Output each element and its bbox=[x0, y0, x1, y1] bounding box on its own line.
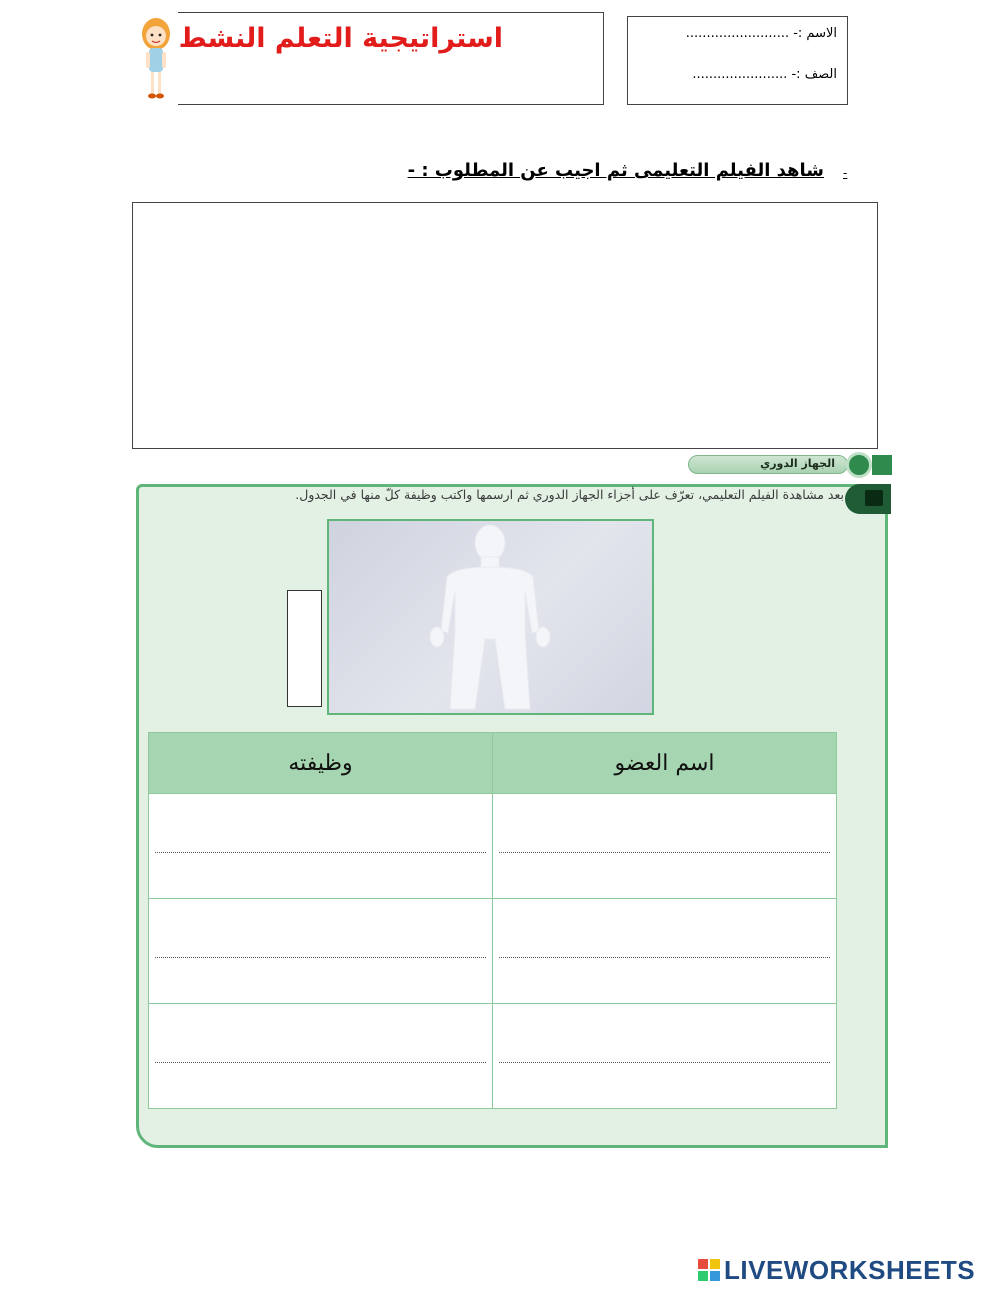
function-cell[interactable] bbox=[149, 794, 493, 899]
column-header-organ-name: اسم العضو bbox=[493, 733, 837, 794]
instruction-text: شاهد الفيلم التعليمى ثم اجيب عن المطلوب : - bbox=[407, 160, 824, 181]
organ-name-cell[interactable] bbox=[493, 899, 837, 1004]
column-header-function: وظيفته bbox=[149, 733, 493, 794]
student-class-field[interactable]: الصف :- ....................... bbox=[692, 67, 837, 82]
dotted-answer-line bbox=[499, 852, 830, 853]
lesson-tab-label: الجهاز الدوري bbox=[760, 457, 835, 470]
human-body-silhouette bbox=[329, 521, 652, 713]
organ-table bbox=[148, 732, 837, 1109]
dotted-answer-line bbox=[499, 957, 830, 958]
video-player-box[interactable] bbox=[132, 202, 878, 449]
activity-icon bbox=[845, 484, 891, 514]
logo-mark-icon bbox=[698, 1259, 720, 1281]
table-row bbox=[149, 1004, 837, 1109]
dotted-answer-line bbox=[155, 957, 486, 958]
lesson-tab bbox=[688, 455, 848, 474]
dotted-answer-line bbox=[499, 1062, 830, 1063]
girl-cartoon-icon bbox=[136, 12, 176, 102]
student-name-field[interactable]: الاسم :- ......................... bbox=[685, 26, 837, 41]
student-info-box bbox=[627, 16, 848, 105]
dotted-answer-line bbox=[155, 852, 486, 853]
table-header-row bbox=[149, 733, 837, 794]
organ-name-cell[interactable] bbox=[493, 1004, 837, 1109]
lesson-badge-tail bbox=[872, 455, 892, 475]
body-image-frame bbox=[327, 519, 654, 715]
activity-glyph-icon bbox=[865, 490, 883, 506]
lesson-badge-icon bbox=[846, 452, 872, 478]
worksheet-title: استراتيجية التعلم النشط bbox=[178, 23, 503, 54]
table-row bbox=[149, 794, 837, 899]
function-cell[interactable] bbox=[149, 899, 493, 1004]
logo-text: LIVEWORKSHEETS bbox=[724, 1255, 976, 1285]
organ-name-cell[interactable] bbox=[493, 794, 837, 899]
activity-instructions: بعد مشاهدة الفيلم التعليمي، تعرّف على أجزاء الجهاز الدوري ثم ارسمها واكتب وظيفة كلّ منها في الجدول. bbox=[295, 487, 844, 502]
label-input-box[interactable] bbox=[287, 590, 322, 707]
title-box bbox=[178, 12, 604, 105]
table-row bbox=[149, 899, 837, 1004]
dotted-answer-line bbox=[155, 1062, 486, 1063]
function-cell[interactable] bbox=[149, 1004, 493, 1109]
instruction-bullet: - bbox=[843, 166, 848, 180]
